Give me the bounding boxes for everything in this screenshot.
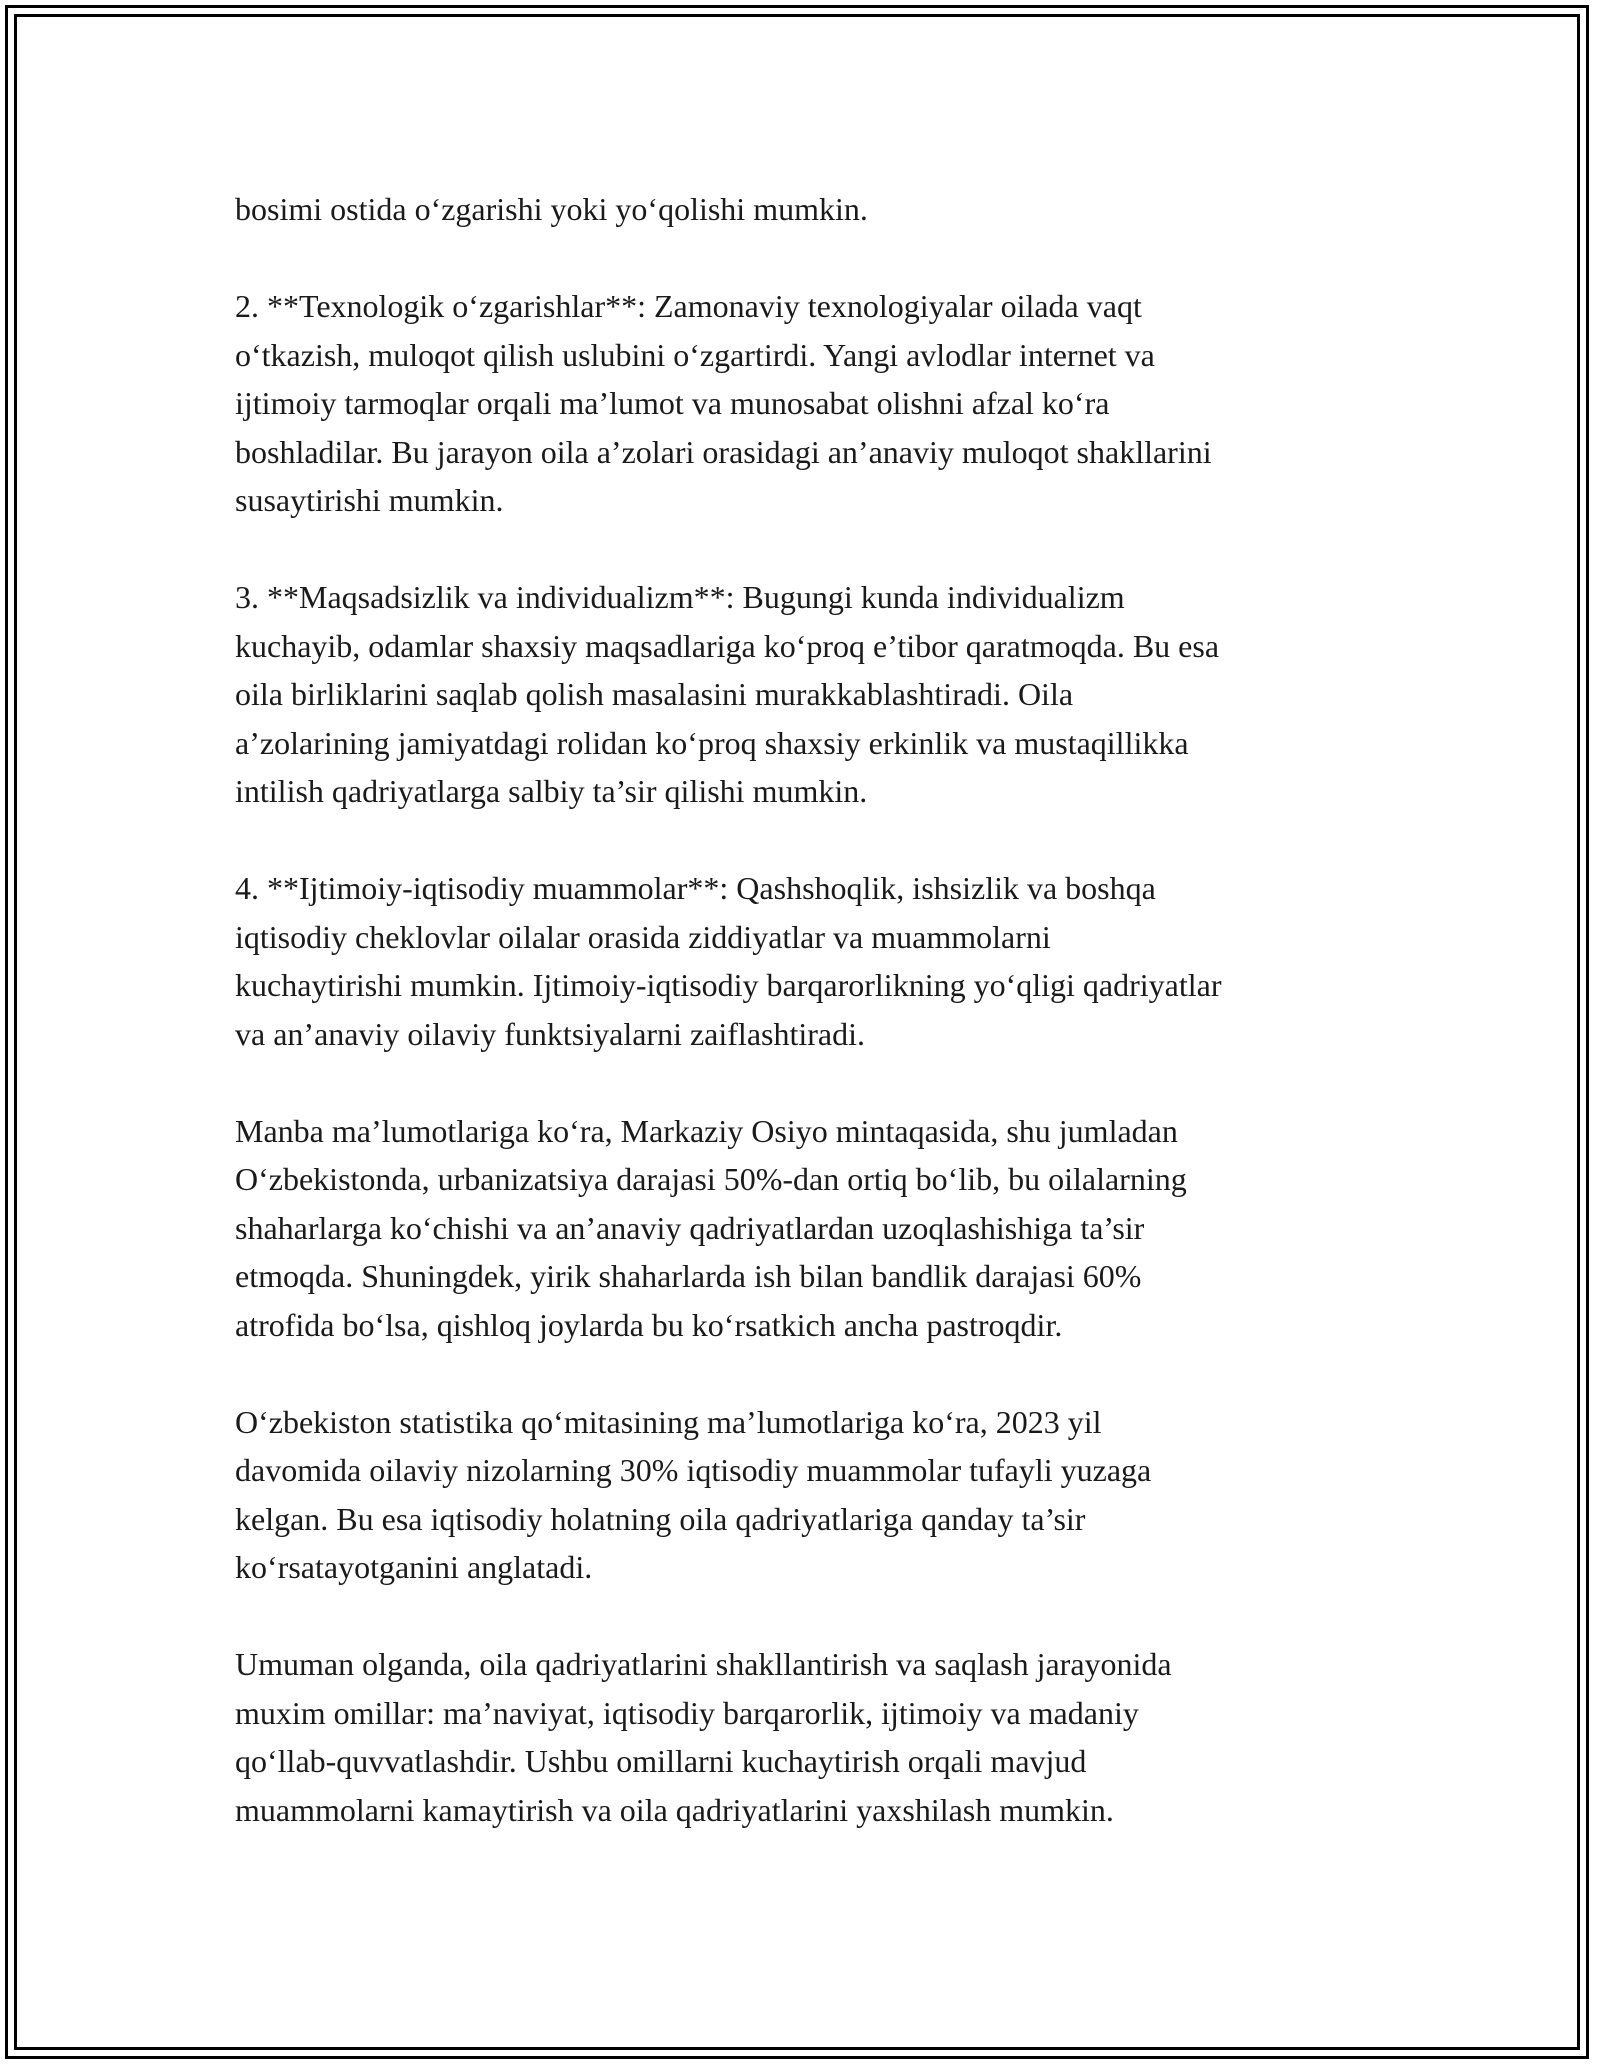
paragraph-conclusion: Umuman olganda, oila qadriyatlarini shakllantirish va saqlash jarayonida muxim omillar: ma’naviyat, iqtisodiy barqarorlik, ijtimoiy va madaniy qo‘llab-quvvatlashdir. Ushbu omillarni kuchaytirish orqali mavjud muammolarni kamaytirish va oila qadriyatlarini yaxshilash mumkin. (235, 1646, 1172, 1828)
paragraph-urbanization: Manba ma’lumotlariga ko‘ra, Markaziy Osiyo mintaqasida, shu jumladan O‘zbekistonda, urbanizatsiya darajasi 50%-dan ortiq bo‘lib, bu oilalarning shaharlarga ko‘chishi va an’anaviy qadriyatlardan uzoqlashishiga ta’sir etmoqda. Shuningdek, yirik shaharlarda ish bilan bandlik darajasi 60% atrofida bo‘lsa, qishloq joylarda bu ko‘rsatkich ancha pastroqdir. (235, 1112, 1187, 1343)
paragraph-individualism: 3. **Maqsadsizlik va individualizm**: Bugungi kunda individualizm kuchayib, odamlar shaxsiy maqsadlariga ko‘proq e’tibor qaratmoqda. Bu esa oila birliklarini saqlab qolish masalasini murakkablashtiradi. Oila a’zolarining jamiyatdagi rolidan ko‘proq shaxsiy erkinlik va mustaqillikka intilish qadriyatlarga salbiy ta’sir qilishi mumkin. (235, 579, 1220, 809)
paragraph-statistics: O‘zbekiston statistika qo‘mitasining ma’lumotlariga ko‘ra, 2023 yil davomida oilaviy nizolarning 30% iqtisodiy muammolar tufayli yuzaga kelgan. Bu esa iqtisodiy holatning oila qadriyatlariga qanday ta’sir ko‘rsatayotganini anglatadi. (235, 1403, 1152, 1585)
paragraph-intro-continuation: bosimi ostida o‘zgarishi yoki yo‘qolishi mumkin. (235, 191, 868, 227)
paragraph-technological-changes: 2. **Texnologik o‘zgarishlar**: Zamonaviy texnologiyalar oilada vaqt o‘tkazish, muloqot qilish uslubini o‘zgartirdi. Yangi avlodlar internet va ijtimoiy tarmoqlar orqali ma’lumot va munosabat olishni afzal ko‘ra boshladilar. Bu jarayon oila a’zolari orasidagi an’anaviy muloqot shakllarini susaytirishi mumkin. (235, 288, 1212, 518)
document-body (235, 185, 1375, 1834)
paragraph-socioeconomic-problems: 4. **Ijtimoiy-iqtisodiy muammolar**: Qashshoqlik, ishsizlik va boshqa iqtisodiy cheklovlar oilalar orasida ziddiyatlar va muammolarni kuchaytirishi mumkin. Ijtimoiy-iqtisodiy barqarorlikning yo‘qligi qadriyatlar va an’anaviy oilaviy funktsiyalarni zaiflashtiradi. (235, 870, 1222, 1052)
